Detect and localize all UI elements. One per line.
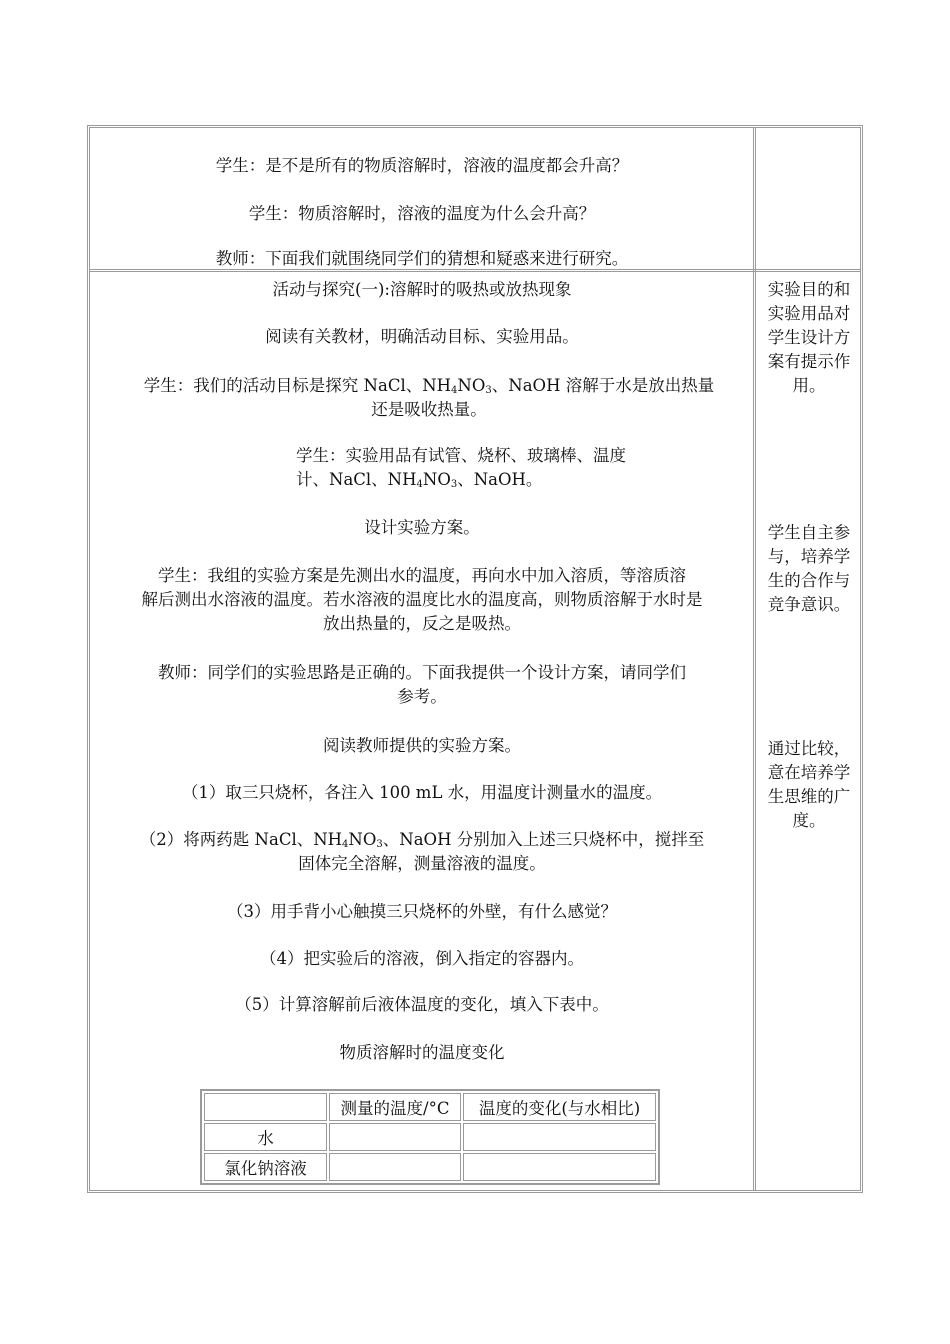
table-header-cell: 温度的变化(与水相比) (463, 1093, 656, 1121)
table-header-cell (204, 1093, 327, 1121)
side-note-3: 通过比较， 意在培养学 生思维的广 度。 (767, 739, 851, 830)
activity-title: 活动与探究(一):溶解时的吸热或放热现象 (272, 280, 572, 299)
table-cell: 氯化钠溶液 (204, 1153, 327, 1181)
table-cell: 水 (204, 1123, 327, 1151)
table-row (204, 1153, 656, 1181)
table-cell (463, 1123, 656, 1151)
step-4: （4）把实验后的溶液，倒入指定的容器内。 (260, 949, 584, 968)
goal-paragraph: 学生：我们的活动目标是探究 NaCl、$NH_4NO_3$、NaOH 溶解于水是放出热量 还是吸收热量。 (143, 376, 715, 419)
step-3: （3）用手背小心触摸三只烧杯的外壁，有什么感觉？ (227, 902, 617, 921)
plan-paragraph: 学生：我组的实验方案是先测出水的温度，再向水中加入溶质，等溶质溶 解后测出水溶液的温度。若水溶液的温度比水的温度高，则物质溶解于水时是 放出热量的，反之是吸热。 (141, 566, 703, 633)
table-caption: 物质溶解时的温度变化 (339, 1043, 505, 1062)
read-plan-text: 阅读教师提供的实验方案。 (323, 736, 521, 755)
read-materials-text: 阅读有关教材，明确活动目标、实验用品。 (265, 327, 579, 346)
step-5: （5）计算溶解前后液体温度的变化，填入下表中。 (235, 995, 609, 1014)
design-text: 设计实验方案。 (364, 518, 480, 537)
table-cell (329, 1153, 461, 1181)
table-cell (463, 1153, 656, 1181)
side-note-2: 学生自主参 与，培养学 生的合作与 竞争意识。 (767, 523, 851, 614)
step-1: （1）取三只烧杯，各注入 100 mL 水，用温度计测量水的温度。 (181, 783, 663, 802)
dialogue-line: 学生：物质溶解时，溶液的温度为什么会升高？ (248, 204, 596, 223)
column-divider (753, 128, 756, 1190)
lesson-plan-table: 学生：是不是所有的物质溶解时，溶液的温度都会升高？ 学生：物质溶解时，溶液的温度为什么会升高？ 教师：下面我们就围绕同学们的猜想和疑惑来进行研究。 活动与探究(一):溶解时的吸热或放热现象 阅读有关教材，明确活动目标、实验用品。 学生：我们的活动目标是探究 NaCl、$NH_4NO_3$、NaOH 溶解于水是放出热量 还是吸收热量。 学生：实验用品有试管、烧杯、玻璃棒、温度 计、NaCl、$NH_4NO_3$、NaOH。 设计实验方案。 学生：我组的实验方案是先测出水的温度，再向水中加入溶质，等溶质溶 解后测出水溶液的温度。若水溶液的温度比水的温度高，则物质溶解于水时是 放出热量的，反之是吸热。 教师：同学们的实验思路是正确的。下面我提供一个设计方案，请同学们 参考。 阅读教师提供的实验方案。 （1）取三只烧杯，各注入 100 mL 水，用温度计测量水的温度。 （2）将两药匙 NaCl、$NH_4NO_3$、NaOH 分别加入上述三只烧杯中，搅拌至 固体完全溶解，测量溶液的温度。 （3）用手背小心触摸三只烧杯的外壁，有什么感觉？ （4）把实验后的溶液，倒入指定的容器内。 （5）计算溶解前后液体温度的变化，填入下表中。 物质溶解时的温度变化 测量的温度/°C 温度的变化(与水相比) 水 氯化钠溶液 实验目的和 实验用品对 学生设计方 案有提示作 用。 学生自主参 与，培养学 生的合作与 竞争意识。 通过比较， 意在培养学 生思维的广 度。 (87, 125, 863, 1193)
temperature-table (200, 1089, 660, 1185)
teacher-paragraph: 教师：同学们的实验思路是正确的。下面我提供一个设计方案，请同学们 参考。 (158, 663, 686, 706)
table-row (204, 1123, 656, 1151)
side-notes (761, 128, 857, 1190)
table-header-row (204, 1093, 656, 1121)
table-header-cell: 测量的温度/°C (329, 1093, 461, 1121)
dialogue-line: 教师：下面我们就围绕同学们的猜想和疑惑来进行研究。 (215, 249, 629, 268)
table-cell (329, 1123, 461, 1151)
step-2: （2）将两药匙 NaCl、$NH_4NO_3$、NaOH 分别加入上述三只烧杯中，搅拌至 固体完全溶解，测量溶液的温度。 (139, 830, 705, 873)
supplies-paragraph: 学生：实验用品有试管、烧杯、玻璃棒、温度 (296, 446, 626, 465)
side-note-1: 实验目的和 实验用品对 学生设计方 案有提示作 用。 (767, 280, 851, 395)
dialogue-line: 学生：是不是所有的物质溶解时，溶液的温度都会升高？ (215, 156, 629, 175)
